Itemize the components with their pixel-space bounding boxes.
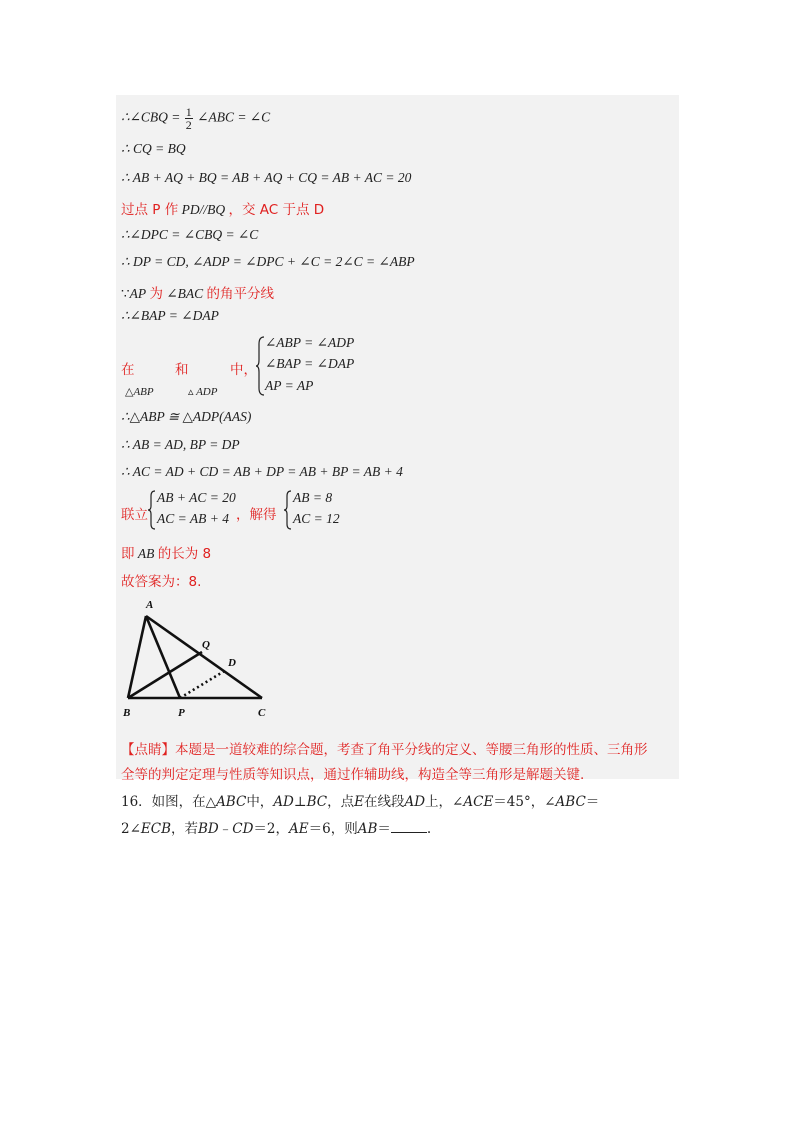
- line-7-math: AP: [129, 286, 147, 301]
- line-14-text-b: 的长为 8: [157, 546, 212, 562]
- q16-math: ABC: [216, 794, 247, 810]
- label-a: A: [146, 599, 154, 611]
- label-b: B: [123, 707, 131, 719]
- comment-line-2: 全等的判定定理与性质等知识点，通过作辅助线，构造全等三角形是解题关键.: [121, 767, 585, 783]
- q16-math: AD: [404, 794, 426, 810]
- fraction-denominator: 2: [185, 118, 192, 132]
- system-1-row-1: ∠ABP = ∠ADP: [265, 335, 355, 350]
- q16-text: 在线段: [363, 794, 405, 810]
- triangle-abp: △ABP: [125, 386, 154, 398]
- q16-text: ⊥: [293, 794, 307, 810]
- line-7-text-a: 为: [149, 286, 163, 302]
- q16-math: BD: [198, 821, 219, 837]
- q16-text: ，若: [171, 821, 199, 837]
- q16-text: 上，∠: [425, 794, 464, 810]
- q16-text: 16．如图，在△: [121, 794, 217, 810]
- q16-text: ＝45°，∠: [493, 794, 556, 810]
- fraction-half: [185, 106, 193, 131]
- q16-math: E: [354, 794, 364, 810]
- line-13-jiede: ，解得: [236, 507, 277, 523]
- system-1-row-2: ∠BAP = ∠DAP: [265, 356, 355, 371]
- q16-math: CD: [232, 821, 254, 837]
- line-14-math: AB: [137, 546, 155, 561]
- answer-blank[interactable]: [391, 820, 427, 833]
- segment-ab: [128, 616, 146, 698]
- line-1-left: ∴∠CBQ =: [121, 109, 181, 125]
- segment-pd-dotted: [180, 670, 226, 698]
- q16-text: 2∠: [121, 821, 141, 837]
- line-8: ∴∠BAP = ∠DAP: [121, 308, 219, 323]
- q16-math: BC: [306, 794, 328, 810]
- line-9-he: 和: [175, 362, 189, 378]
- question-16-line-2: [121, 817, 431, 837]
- line-14: [121, 542, 211, 562]
- q16-text: ＝: [377, 821, 391, 837]
- system-2-row-1: AB + AC = 20: [157, 490, 236, 505]
- system-1-row-3: AP = AP: [265, 378, 314, 393]
- fraction-numerator: 1: [185, 105, 192, 119]
- line-7-text-b: 的角平分线: [206, 286, 275, 302]
- q16-math: AB: [357, 821, 378, 837]
- line-6: ∴ DP = CD, ∠ADP = ∠DPC + ∠C = 2∠C = ∠ABP: [121, 254, 415, 269]
- because-symbol: ∵: [121, 286, 130, 301]
- q16-text: ＝6，则: [308, 821, 358, 837]
- line-9-zhong: 中，: [230, 362, 257, 378]
- comment-line-1: 【点睛】本题是一道较难的综合题，考查了角平分线的定义、等腰三角形的性质、三角形: [121, 742, 648, 758]
- q16-text: 中，: [246, 794, 274, 810]
- line-11: ∴ AB = AD, BP = DP: [121, 437, 240, 452]
- line-10: ∴△ABP ≅ △ADP(AAS): [121, 409, 252, 424]
- triangle-adp: ▵ ADP: [188, 386, 218, 398]
- question-16-line-1: [121, 790, 599, 810]
- line-7: [121, 282, 274, 302]
- label-d: D: [228, 657, 236, 669]
- q16-math: ABC: [555, 794, 586, 810]
- q16-math: AD: [273, 794, 294, 810]
- q16-math: ACE: [463, 794, 494, 810]
- line-2: ∴ CQ = BQ: [121, 141, 186, 156]
- system-brace-3: [284, 490, 292, 530]
- system-3-row-2: AC = 12: [293, 511, 340, 526]
- line-13-lianli: 联立: [121, 507, 148, 523]
- triangle-figure: [118, 596, 278, 724]
- system-3-row-1: AB = 8: [293, 490, 333, 505]
- line-4: [121, 198, 324, 218]
- q16-text: ＝: [585, 794, 600, 810]
- system-brace-2: [148, 490, 156, 530]
- line-12: ∴ AC = AD + CD = AB + DP = AB + BP = AB + 4: [121, 464, 403, 479]
- line-15: 故答案为：8.: [121, 574, 202, 590]
- line-4-text-b: ，交 AC 于点 D: [228, 202, 325, 218]
- line-3: ∴ AB + AQ + BQ = AB + AQ + CQ = AB + AC = 20: [121, 170, 412, 185]
- line-4-text-a: 过点 P 作: [121, 202, 179, 218]
- label-c: C: [258, 707, 266, 719]
- label-p: P: [178, 707, 185, 719]
- line-4-math: PD//BQ: [181, 202, 226, 217]
- q16-math: AE: [289, 821, 309, 837]
- line-14-text-a: 即: [121, 546, 135, 562]
- line-7-math2: ∠BAC: [166, 286, 204, 301]
- q16-text: ＝2，: [253, 821, 290, 837]
- line-1-right: ∠ABC = ∠C: [197, 109, 271, 125]
- line-9-zai: 在: [121, 362, 135, 378]
- q16-math: ECB: [140, 821, 172, 837]
- q16-text: .: [426, 821, 432, 837]
- system-2-row-2: AC = AB + 4: [157, 511, 229, 526]
- q16-text: ﹣: [218, 821, 233, 837]
- line-1: [121, 106, 270, 131]
- label-q: Q: [202, 639, 210, 651]
- line-5: ∴∠DPC = ∠CBQ = ∠C: [121, 227, 259, 242]
- q16-text: ，点: [327, 794, 355, 810]
